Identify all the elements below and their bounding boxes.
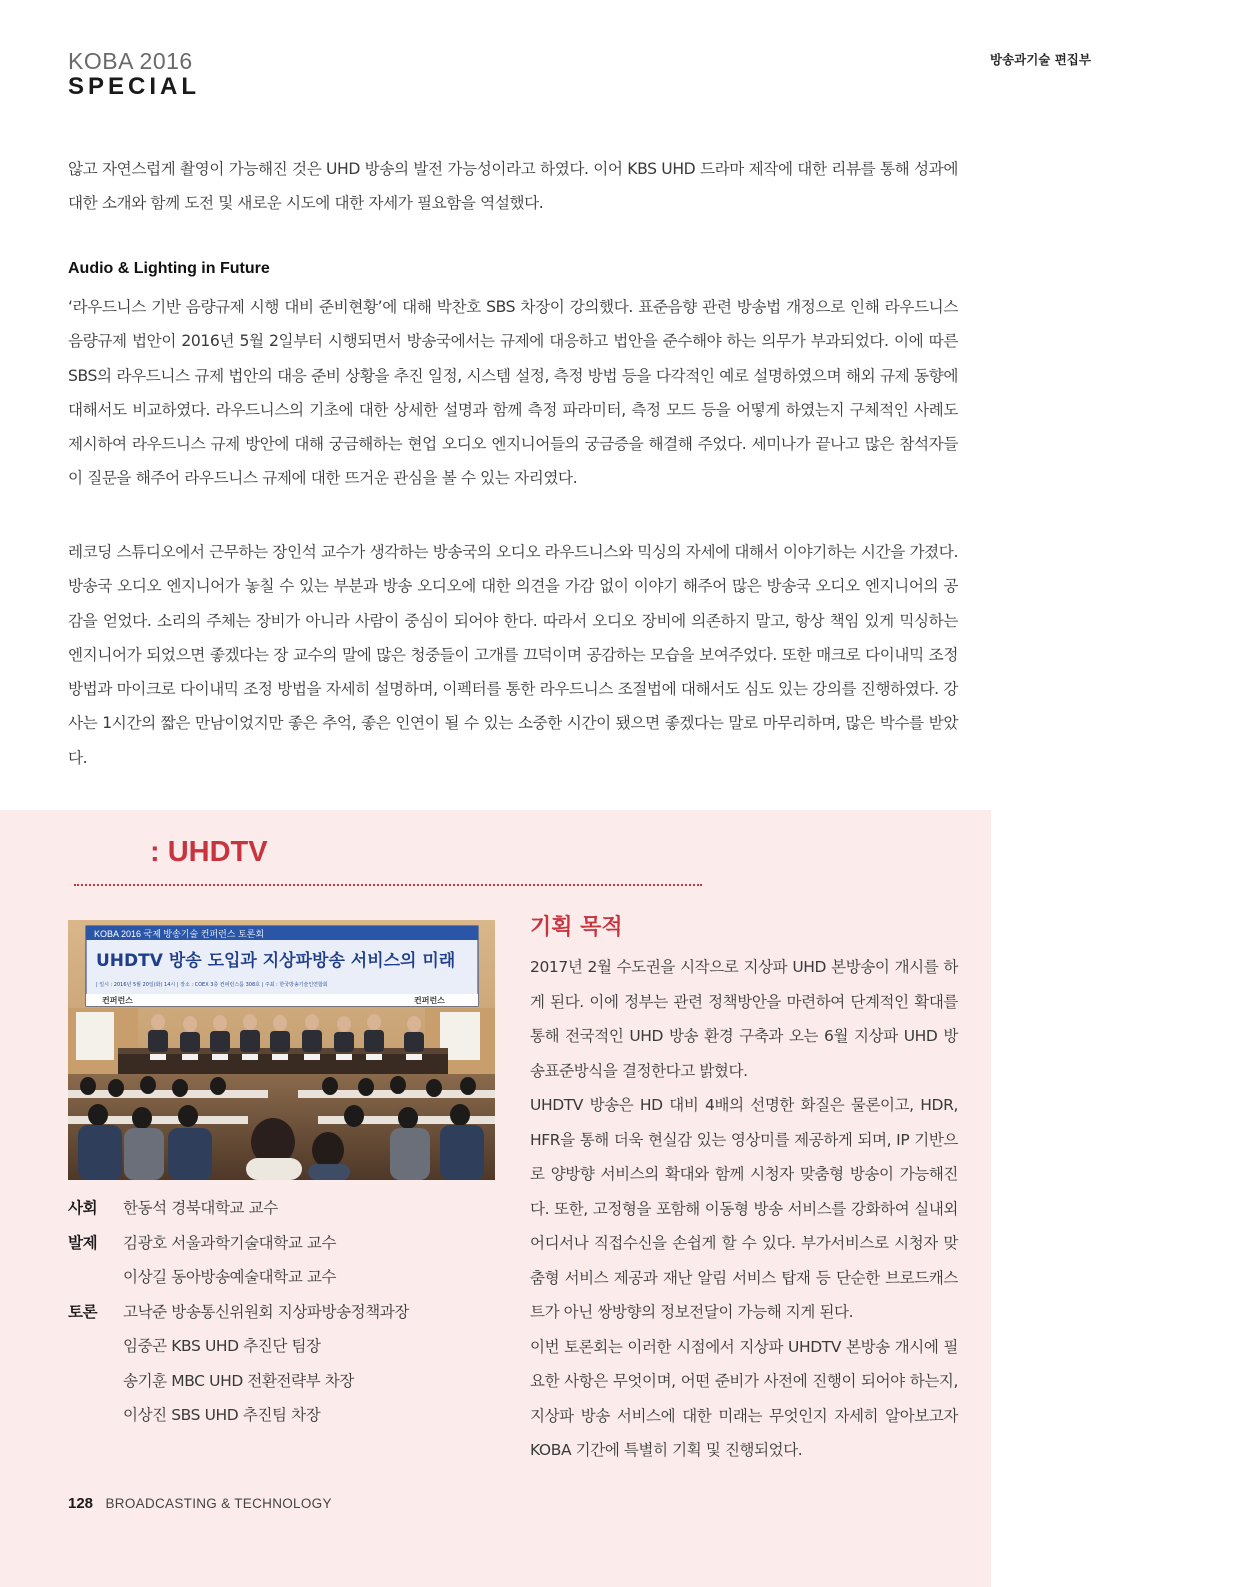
purpose-paragraph-1: 2017년 2월 수도권을 시작으로 지상파 UHD 본방송이 개시를 하게 된다. 이에 정부는 관련 정책방안을 마련하여 단계적인 확대를 통해 전국적인 UHD 방송 환경 구축과 오는 6월 지상파 UHD 방송표준방식을 결정한다고 밝혔다. bbox=[530, 958, 958, 1080]
roster-row bbox=[68, 1329, 508, 1364]
roster-row bbox=[68, 1364, 508, 1399]
article-paragraph-1: 않고 자연스럽게 촬영이 가능해진 것은 UHD 방송의 발전 가능성이라고 하였다. 이어 KBS UHD 드라마 제작에 대한 리뷰를 통해 성과에 대한 소개와 함께 도전 및 새로운 시도에 대한 자세가 필요함을 역설했다. bbox=[68, 160, 958, 213]
page-footer bbox=[68, 1495, 332, 1513]
conference-photo bbox=[68, 920, 495, 1180]
section-header bbox=[68, 48, 200, 100]
banner-info-text: | 일시 : 2016년 5월 20일(화) 14시 | 장소 : COEX 3층 컨퍼런스룸 308호 | 주최 : 한국방송기술인연합회 bbox=[96, 982, 328, 988]
roster-name: 고낙준 방송통신위원회 지상파방송정책과장 bbox=[123, 1302, 409, 1321]
roster-row bbox=[68, 1398, 508, 1433]
roster-name: 이상진 SBS UHD 추진팀 차장 bbox=[123, 1406, 321, 1424]
purpose-paragraph-3: 이번 토론회는 이러한 시점에서 지상파 UHDTV 본방송 개시에 필요한 사항은 무엇이며, 어떤 준비가 사전에 진행이 되어야 하는지, 지상파 방송 서비스에 대한 미래는 무엇인지 자세히 알아보고자 KOBA 기간에 특별히 기획 및 진행되었다. bbox=[530, 1337, 958, 1459]
roster-name: 김광호 서울과학기술대학교 교수 bbox=[123, 1233, 337, 1252]
page-number: 128 bbox=[68, 1495, 94, 1512]
header-koba-line: KOBA 2016 bbox=[68, 48, 193, 74]
dotted-divider bbox=[74, 884, 702, 886]
department-label: 방송과기술 편집부 bbox=[990, 52, 1091, 67]
banner-main-text: UHDTV 방송 도입과 지상파방송 서비스의 미래 bbox=[96, 951, 456, 971]
article-paragraph-2: ‘라우드니스 기반 음량규제 시행 대비 준비현황’에 대해 박찬호 SBS 차장이 강의했다. 표준음향 관련 방송법 개정으로 인해 라우드니스 음량규제 법안이 2016년 5월 2일부터 시행되면서 방송국에서는 규제에 대응하고 법안을 준수해야 하는 의무가 부과되었다. 이에 따른 SBS의 라우드니스 규제 법안의 대응 준비 상황을 추진 일정, 시스템 설정, 측정 방법 등을 다각적인 예로 설명하였으며 해외 규제 동향에 대해서도 비교하였다. 라우드니스의 기초에 대한 상세한 설명과 함께 측정 파라미터, 측정 모드 등을 어떻게 하였는지 구체적인 사례도 제시하여 라우드니스 규제 방안에 대해 궁금해하는 현업 오디오 엔지니어들의 궁금증을 해결해 주었다. 세미나가 끝나고 많은 참석자들이 질문을 해주어 라우드니스 규제에 대한 뜨거운 관심을 볼 수 있는 자리였다. bbox=[68, 298, 958, 488]
purpose-paragraph-2: UHDTV 방송은 HD 대비 4배의 선명한 화질은 물론이고, HDR, HFR을 통해 더욱 현실감 있는 영상미를 제공하게 되며, IP 기반으로 양방향 서비스의 확대와 함께 시청자 맞춤형 방송이 가능해진다. 또한, 고정형을 포함해 이동형 방송 서비스를 강화하여 실내외 어디서나 직접수신을 손쉽게 할 수 있다. 부가서비스로 시청자 맞춤형 서비스 제공과 재난 알림 서비스 탑재 등 단순한 브로드캐스트가 아닌 쌍방향의 정보전달이 가능해 지게 된다. bbox=[530, 1096, 958, 1321]
roster-role: 토론 bbox=[68, 1302, 98, 1321]
article-paragraph-3: 레코딩 스튜디오에서 근무하는 장인석 교수가 생각하는 방송국의 오디오 라우드니스와 믹싱의 자세에 대해서 이야기하는 시간을 가졌다. 방송국 오디오 엔지니어가 놓칠 수 있는 부분과 방송 오디오에 대한 의견을 가감 없이 이야기 해주어 많은 방송국 오디오 엔지니어의 공감을 얻었다. 소리의 주체는 장비가 아니라 사람이 중심이 되어야 한다. 따라서 오디오 장비에 의존하지 말고, 항상 책임 있게 믹싱하는 엔지니어가 되었으면 좋겠다는 장 교수의 말에 많은 청중들이 고개를 끄덕이며 공감하는 모습을 보여주었다. 또한 매크로 다이내믹 조정 방법과 마이크로 다이내믹 조정 방법을 자세히 설명하며, 이펙터를 통한 라우드니스 조절법에 대해서도 심도 있는 강의를 진행하였다. 강사는 1시간의 짧은 만남이었지만 좋은 추억, 좋은 인연이 될 수 있는 소중한 시간이 됐으면 좋겠다는 말로 마무리하며, 많은 박수를 받았다. bbox=[68, 543, 958, 767]
roster-name: 이상길 동아방송예술대학교 교수 bbox=[123, 1268, 337, 1286]
purpose-body bbox=[530, 950, 958, 1468]
banner-small-text: KOBA 2016 국제 방송기술 컨퍼런스 토론회 bbox=[94, 929, 265, 939]
sign-right: 컨퍼런스 bbox=[414, 996, 445, 1005]
roster-row bbox=[68, 1295, 508, 1330]
roster-name: 송기훈 MBC UHD 전환전략부 차장 bbox=[123, 1371, 354, 1390]
roster-row bbox=[68, 1260, 508, 1295]
participant-roster bbox=[68, 1191, 508, 1433]
article-subheading: Audio & Lighting in Future bbox=[68, 260, 270, 277]
roster-name: 임중곤 KBS UHD 추진단 팀장 bbox=[123, 1337, 321, 1355]
roster-row bbox=[68, 1226, 508, 1261]
magazine-name: BROADCASTING & TECHNOLOGY bbox=[105, 1496, 332, 1511]
roster-row bbox=[68, 1191, 508, 1226]
header-special-line: SPECIAL bbox=[68, 73, 201, 100]
roster-role: 사회 bbox=[68, 1199, 98, 1217]
sign-left: 컨퍼런스 bbox=[102, 996, 133, 1005]
sidebar-title: : UHDTV bbox=[150, 836, 268, 868]
roster-role: 발제 bbox=[68, 1233, 98, 1252]
purpose-heading: 기획 목적 bbox=[530, 915, 623, 940]
roster-name: 한동석 경북대학교 교수 bbox=[123, 1199, 278, 1217]
